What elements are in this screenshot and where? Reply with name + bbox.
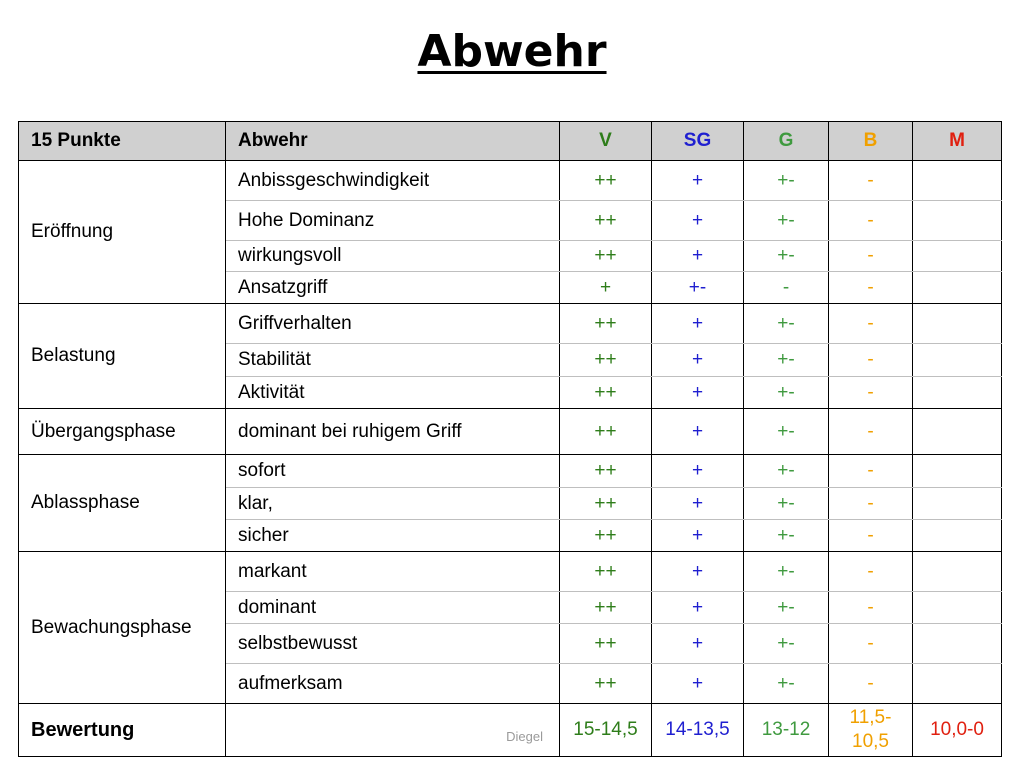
author-watermark: Diegel [506, 729, 543, 744]
mark-cell-v: ++ [560, 409, 652, 455]
mark-cell-g: +- [744, 344, 829, 377]
mark-cell-b: - [829, 161, 913, 201]
header-category: Abwehr [226, 122, 560, 161]
header-m: M [913, 122, 1002, 161]
table-header-row [19, 122, 1002, 161]
rating-range-g: 13-12 [744, 704, 829, 757]
mark-cell-m [913, 272, 1002, 304]
rating-footer-row [19, 704, 1002, 757]
mark-cell-g: +- [744, 304, 829, 344]
mark-cell-g: +- [744, 377, 829, 409]
mark-cell-sg: +- [652, 272, 744, 304]
criterion-cell: Stabilität [226, 344, 560, 377]
mark-cell-b: - [829, 241, 913, 272]
mark-cell-v: ++ [560, 592, 652, 624]
mark-cell-m [913, 377, 1002, 409]
mark-cell-v: ++ [560, 520, 652, 552]
mark-cell-sg: + [652, 201, 744, 241]
mark-cell-g: +- [744, 624, 829, 664]
mark-cell-m [913, 552, 1002, 592]
header-sg: SG [652, 122, 744, 161]
header-b: B [829, 122, 913, 161]
mark-cell-g: +- [744, 592, 829, 624]
mark-cell-sg: + [652, 344, 744, 377]
mark-cell-m [913, 304, 1002, 344]
mark-cell-v: ++ [560, 488, 652, 520]
mark-cell-m [913, 409, 1002, 455]
mark-cell-g: +- [744, 409, 829, 455]
mark-cell-sg: + [652, 624, 744, 664]
rating-range-b: 11,5-10,5 [829, 704, 913, 757]
mark-cell-v: ++ [560, 161, 652, 201]
criterion-cell: sofort [226, 455, 560, 488]
mark-cell-g: +- [744, 241, 829, 272]
mark-cell-b: - [829, 624, 913, 664]
criterion-cell: dominant [226, 592, 560, 624]
mark-cell-b: - [829, 520, 913, 552]
table-row [19, 455, 1002, 488]
criterion-cell: selbstbewusst [226, 624, 560, 664]
mark-cell-b: - [829, 592, 913, 624]
mark-cell-b: - [829, 272, 913, 304]
mark-cell-sg: + [652, 409, 744, 455]
mark-cell-v: ++ [560, 241, 652, 272]
rating-label: Bewertung [19, 704, 226, 757]
mark-cell-b: - [829, 488, 913, 520]
mark-cell-m [913, 241, 1002, 272]
mark-cell-v: ++ [560, 377, 652, 409]
mark-cell-v: ++ [560, 201, 652, 241]
phase-cell: Übergangsphase [19, 409, 226, 455]
mark-cell-b: - [829, 304, 913, 344]
mark-cell-g: +- [744, 520, 829, 552]
mark-cell-g: +- [744, 664, 829, 704]
rating-range-v: 15-14,5 [560, 704, 652, 757]
phase-cell: Belastung [19, 304, 226, 409]
mark-cell-sg: + [652, 455, 744, 488]
mark-cell-v: ++ [560, 304, 652, 344]
mark-cell-g: +- [744, 201, 829, 241]
criterion-cell: Ansatzgriff [226, 272, 560, 304]
mark-cell-b: - [829, 455, 913, 488]
mark-cell-g: - [744, 272, 829, 304]
rating-range-sg: 14-13,5 [652, 704, 744, 757]
table-row [19, 409, 1002, 455]
mark-cell-v: ++ [560, 344, 652, 377]
mark-cell-sg: + [652, 664, 744, 704]
phase-cell: Ablassphase [19, 455, 226, 552]
mark-cell-b: - [829, 377, 913, 409]
mark-cell-m [913, 455, 1002, 488]
criterion-cell: sicher [226, 520, 560, 552]
mark-cell-sg: + [652, 592, 744, 624]
mark-cell-v: + [560, 272, 652, 304]
mark-cell-m [913, 664, 1002, 704]
header-v: V [560, 122, 652, 161]
mark-cell-sg: + [652, 520, 744, 552]
mark-cell-b: - [829, 409, 913, 455]
mark-cell-v: ++ [560, 552, 652, 592]
mark-cell-sg: + [652, 377, 744, 409]
criterion-cell: Hohe Dominanz [226, 201, 560, 241]
rating-table [18, 121, 1002, 757]
mark-cell-v: ++ [560, 624, 652, 664]
mark-cell-b: - [829, 201, 913, 241]
mark-cell-m [913, 161, 1002, 201]
criterion-cell: klar, [226, 488, 560, 520]
header-g: G [744, 122, 829, 161]
mark-cell-m [913, 624, 1002, 664]
mark-cell-sg: + [652, 241, 744, 272]
criterion-cell: dominant bei ruhigem Griff [226, 409, 560, 455]
mark-cell-m [913, 201, 1002, 241]
mark-cell-b: - [829, 664, 913, 704]
mark-cell-sg: + [652, 161, 744, 201]
table-row [19, 552, 1002, 592]
mark-cell-sg: + [652, 552, 744, 592]
mark-cell-b: - [829, 344, 913, 377]
mark-cell-v: ++ [560, 664, 652, 704]
mark-cell-sg: + [652, 488, 744, 520]
mark-cell-g: +- [744, 552, 829, 592]
mark-cell-sg: + [652, 304, 744, 344]
table-row [19, 304, 1002, 344]
rating-range-m: 10,0-0 [913, 704, 1002, 757]
criterion-cell: markant [226, 552, 560, 592]
phase-cell: Bewachungsphase [19, 552, 226, 704]
mark-cell-v: ++ [560, 455, 652, 488]
page-title: Abwehr [417, 26, 607, 77]
mark-cell-g: +- [744, 488, 829, 520]
mark-cell-m [913, 344, 1002, 377]
criterion-cell: wirkungsvoll [226, 241, 560, 272]
table-row [19, 161, 1002, 201]
mark-cell-m [913, 592, 1002, 624]
mark-cell-m [913, 520, 1002, 552]
phase-cell: Eröffnung [19, 161, 226, 304]
criterion-cell: Griffverhalten [226, 304, 560, 344]
header-points: 15 Punkte [19, 122, 226, 161]
criterion-cell: Anbissgeschwindigkeit [226, 161, 560, 201]
mark-cell-g: +- [744, 455, 829, 488]
mark-cell-g: +- [744, 161, 829, 201]
criterion-cell: Aktivität [226, 377, 560, 409]
criterion-cell: aufmerksam [226, 664, 560, 704]
mark-cell-m [913, 488, 1002, 520]
footer-blank-cell [226, 704, 560, 757]
mark-cell-b: - [829, 552, 913, 592]
